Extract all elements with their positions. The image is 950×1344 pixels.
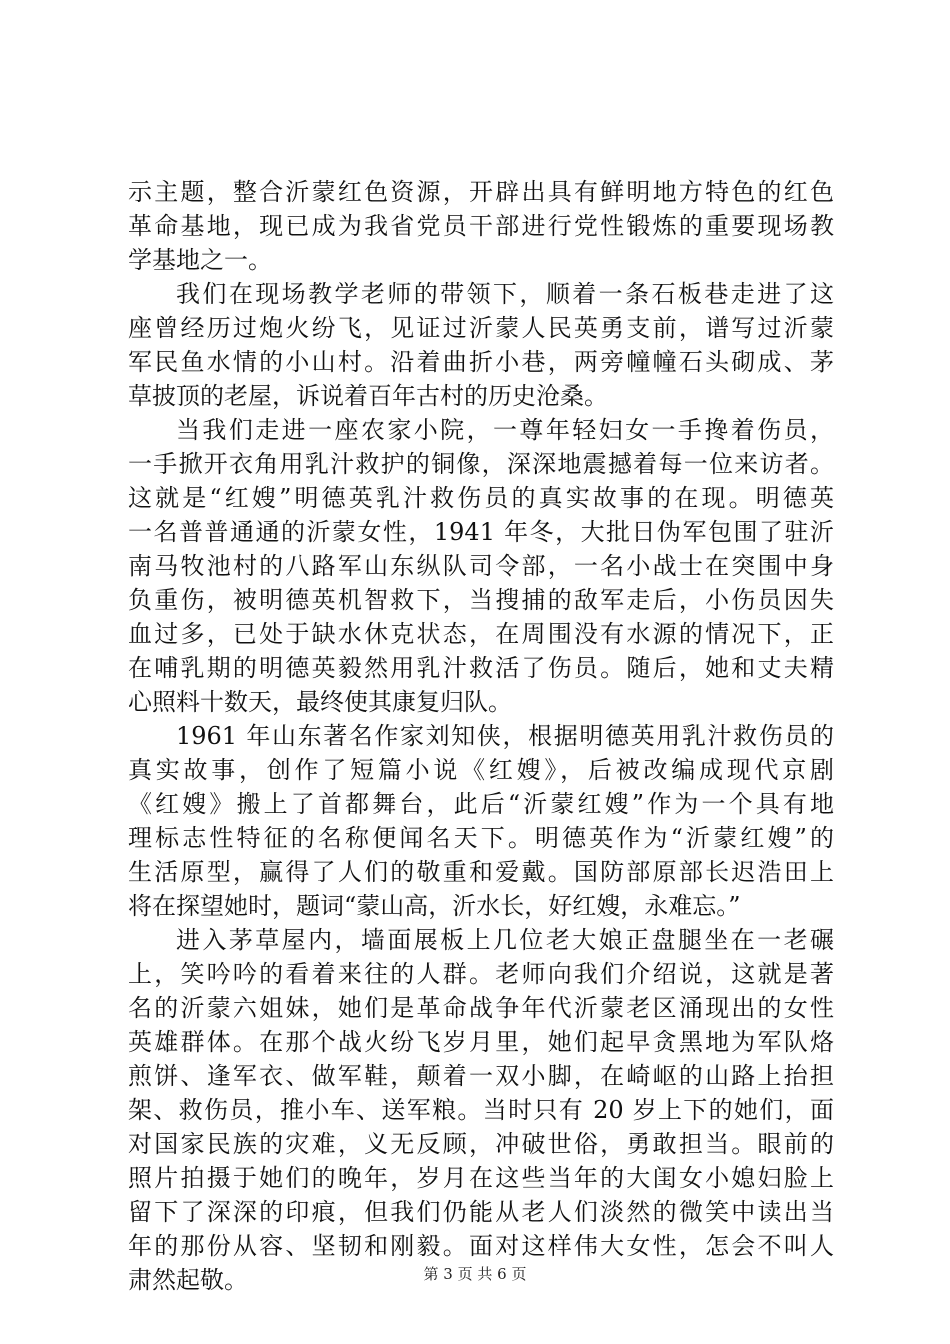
body-text <box>128 175 834 1297</box>
paragraph-line: 留下了深深的印痕，但我们仍能从老人们淡然的微笑中读出当 <box>128 1198 834 1226</box>
paragraph <box>128 923 834 1297</box>
paragraph-line: 一名普普通通的沂蒙女性，1941 年冬，大批日伪军包围了驻沂 <box>128 518 834 546</box>
paragraph-line: 名的沂蒙六姐妹，她们是革命战争年代沂蒙老区涌现出的女性 <box>128 994 834 1022</box>
paragraph-line: 进入茅草屋内，墙面展板上几位老大娘正盘腿坐在一老碾 <box>176 926 834 954</box>
paragraph-line: 示主题，整合沂蒙红色资源，开辟出具有鲜明地方特色的红色 <box>128 178 834 206</box>
paragraph-line: 英雄群体。在那个战火纷飞岁月里，她们起早贪黑地为军队烙 <box>128 1028 834 1056</box>
paragraph-line: 南马牧池村的八路军山东纵队司令部，一名小战士在突围中身 <box>128 552 834 580</box>
paragraph-line: 《红嫂》搬上了首都舞台，此后“沂蒙红嫂”作为一个具有地 <box>128 790 834 818</box>
paragraph-line: 一手掀开衣角用乳汁救护的铜像，深深地震撼着每一位来访者。 <box>128 450 834 478</box>
paragraph-line: 照片拍摄于她们的晚年，岁月在这些当年的大闺女小媳妇脸上 <box>128 1164 834 1192</box>
paragraph-line: 学基地之一。 <box>128 246 272 274</box>
paragraph-line: 年的那份从容、坚韧和刚毅。面对这样伟大女性，怎会不叫人 <box>128 1232 834 1260</box>
paragraph-line: 心照料十数天，最终使其康复归队。 <box>128 688 512 716</box>
paragraph-line: 在哺乳期的明德英毅然用乳汁救活了伤员。随后，她和丈夫精 <box>128 654 834 682</box>
paragraph-line: 我们在现场教学老师的带领下，顺着一条石板巷走进了这 <box>176 280 834 308</box>
paragraph-line: 当我们走进一座农家小院，一尊年轻妇女一手搀着伤员， <box>176 416 834 444</box>
paragraph-line: 军民鱼水情的小山村。沿着曲折小巷，两旁幢幢石头砌成、茅 <box>128 348 834 376</box>
paragraph-line: 这就是“红嫂”明德英乳汁救伤员的真实故事的在现。明德英 <box>128 484 834 512</box>
paragraph-line: 架、救伤员，推小车、送军粮。当时只有 20 岁上下的她们，面 <box>128 1096 834 1124</box>
paragraph <box>128 413 834 719</box>
paragraph-line: 革命基地，现已成为我省党员干部进行党性锻炼的重要现场教 <box>128 212 834 240</box>
paragraph-line: 煎饼、逢军衣、做军鞋，颠着一双小脚，在崎岖的山路上抬担 <box>128 1062 834 1090</box>
paragraph-line: 草披顶的老屋，诉说着百年古村的历史沧桑。 <box>128 382 608 410</box>
paragraph-line: 真实故事，创作了短篇小说《红嫂》，后被改编成现代京剧 <box>128 756 834 784</box>
paragraph-line: 座曾经历过炮火纷飞，见证过沂蒙人民英勇支前，谱写过沂蒙 <box>128 314 834 342</box>
paragraph-line: 对国家民族的灾难，义无反顾，冲破世俗，勇敢担当。眼前的 <box>128 1130 834 1158</box>
paragraph <box>128 175 834 277</box>
paragraph <box>128 277 834 413</box>
paragraph-line: 1961 年山东著名作家刘知侠，根据明德英用乳汁救伤员的 <box>176 722 834 750</box>
paragraph-line: 肃然起敬。 <box>128 1266 248 1294</box>
paragraph-line: 将在探望她时，题词“蒙山高，沂水长，好红嫂，永难忘。” <box>128 892 741 920</box>
paragraph-line: 生活原型，赢得了人们的敬重和爱戴。国防部原部长迟浩田上 <box>128 858 834 886</box>
paragraph-line: 上，笑吟吟的看着来往的人群。老师向我们介绍说，这就是著 <box>128 960 834 988</box>
paragraph-line: 血过多，已处于缺水休克状态，在周围没有水源的情况下，正 <box>128 620 834 648</box>
paragraph-line: 理标志性特征的名称便闻名天下。明德英作为“沂蒙红嫂”的 <box>128 824 834 852</box>
page-footer: 第 3 页 共 6 页 <box>423 1265 527 1283</box>
paragraph-line: 负重伤，被明德英机智救下，当搜捕的敌军走后，小伤员因失 <box>128 586 834 614</box>
paragraph <box>128 719 834 923</box>
